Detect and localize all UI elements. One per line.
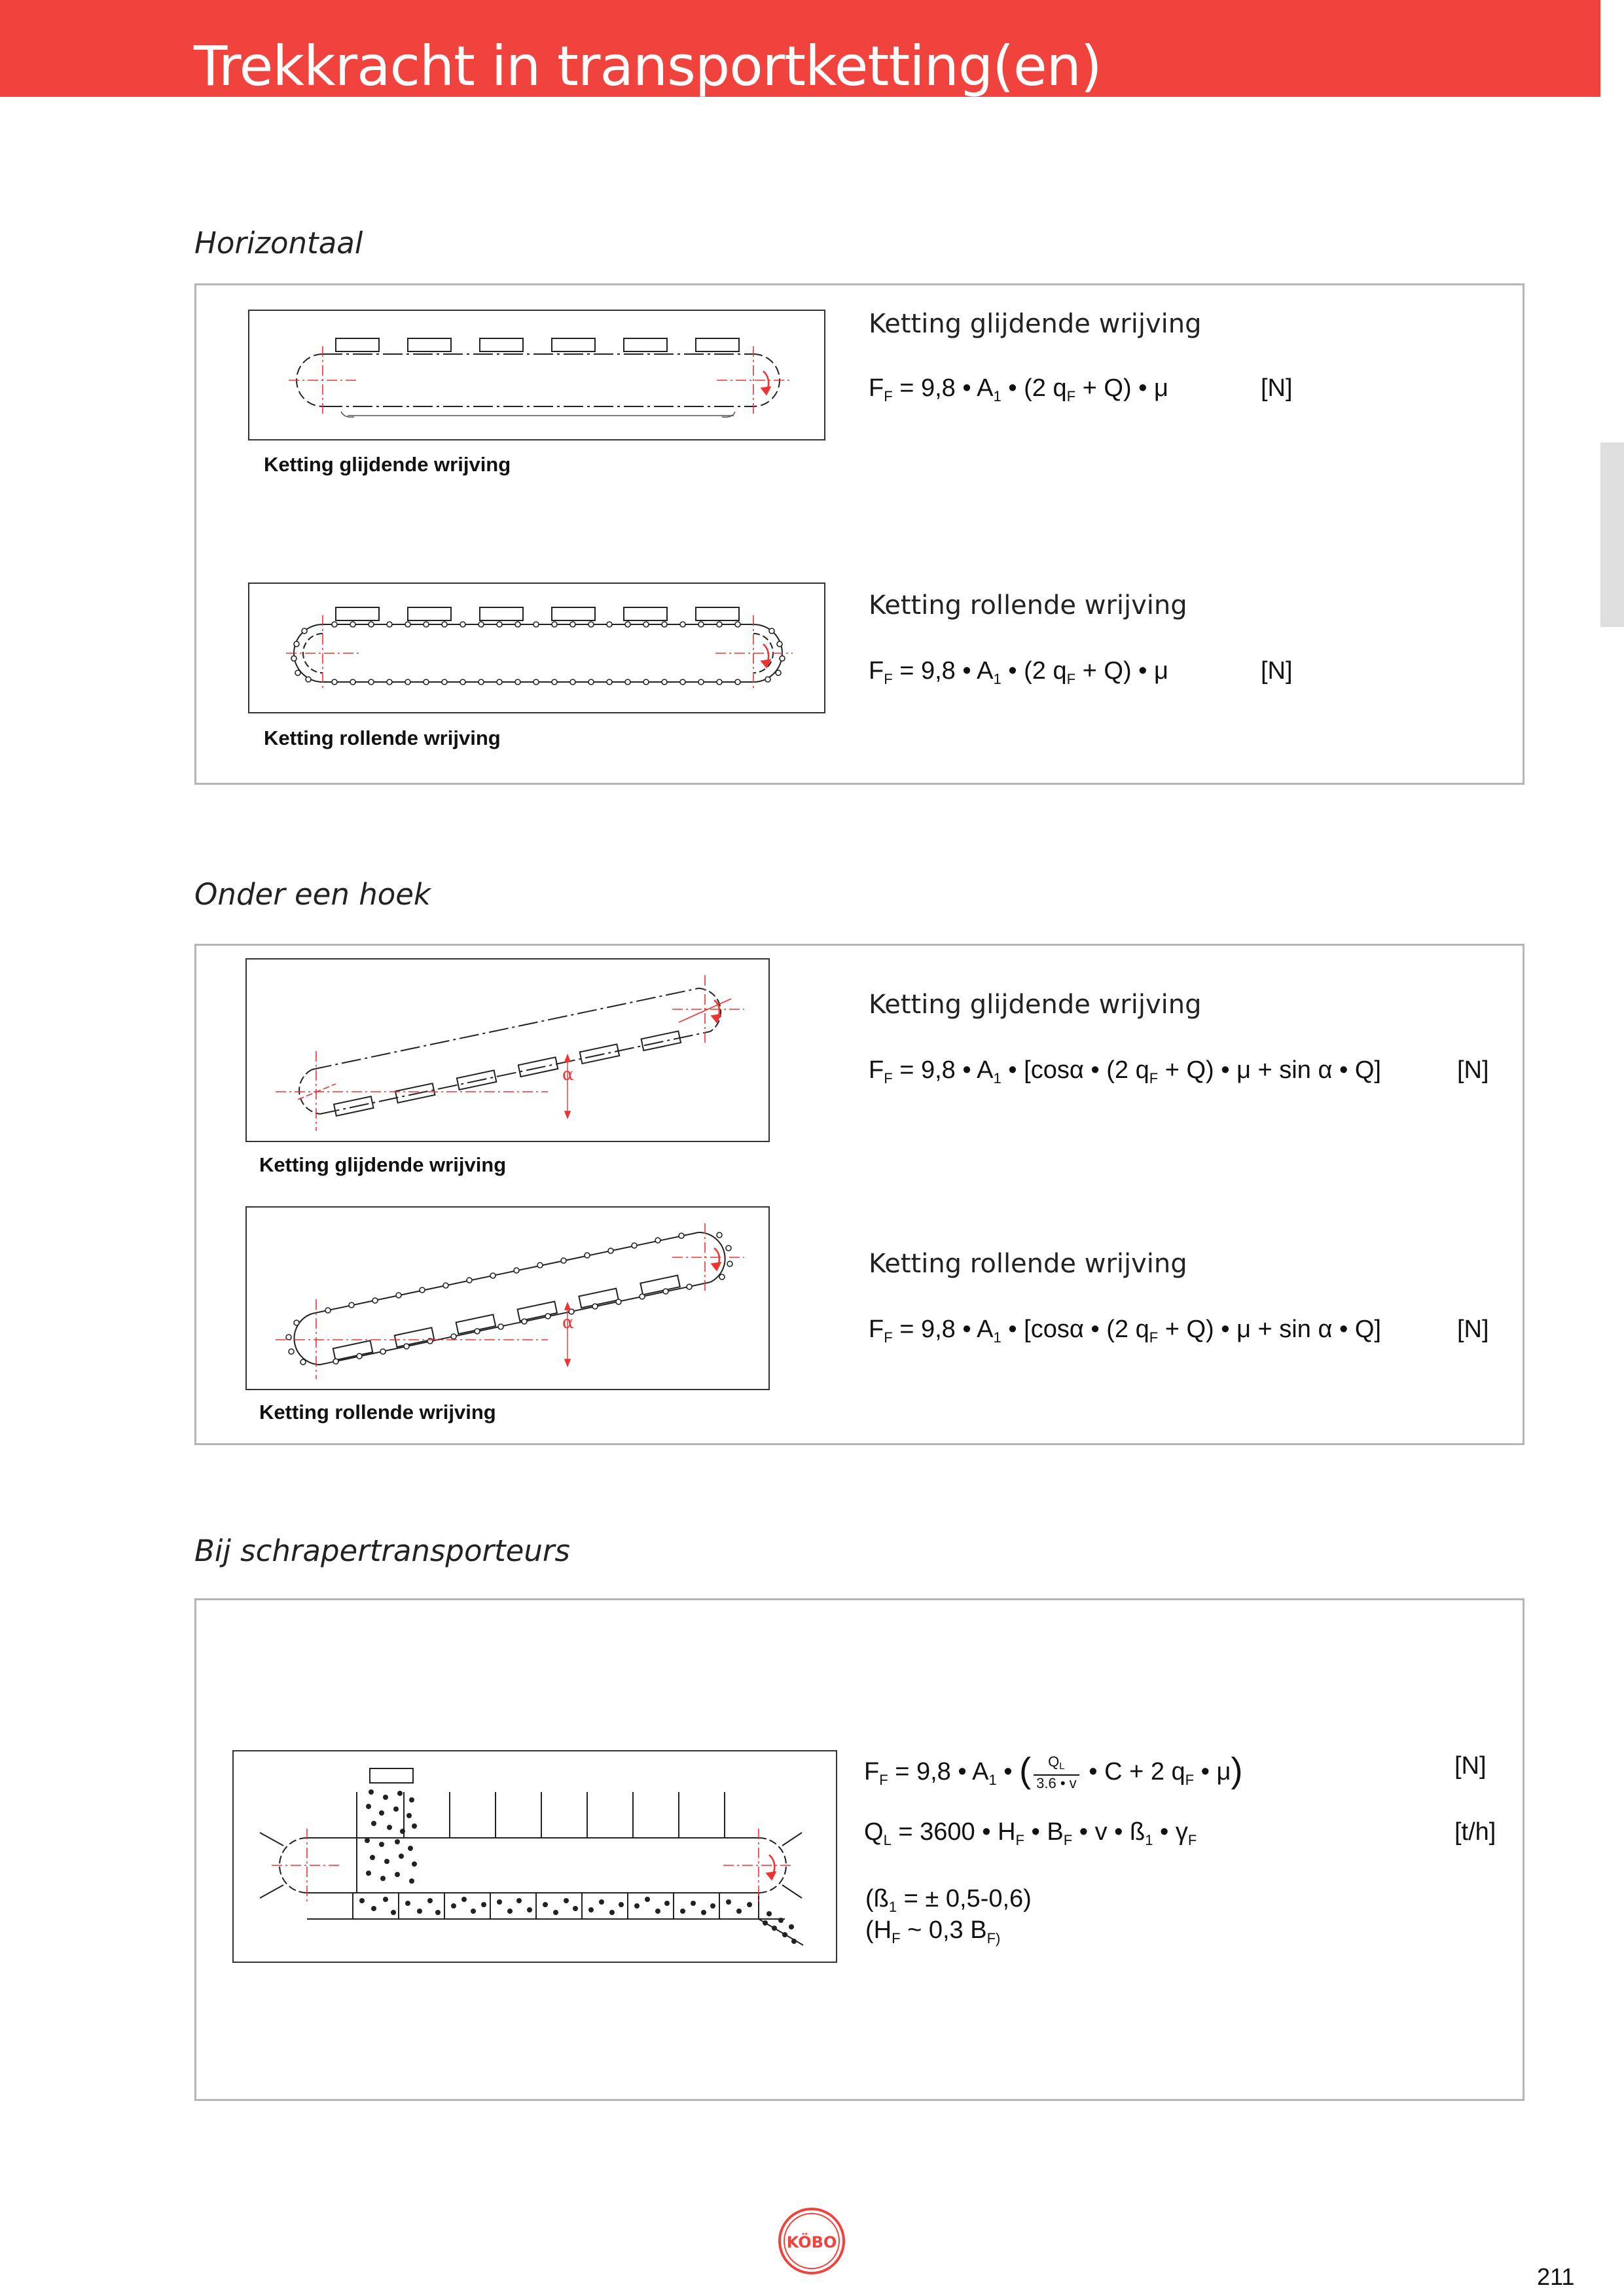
section-title-scraper: Bij schrapertransporteurs xyxy=(194,1534,570,1568)
caption-incline-sliding: Ketting glijdende wrijving xyxy=(259,1153,507,1176)
svg-text:KÖBO: KÖBO xyxy=(786,2233,837,2251)
unit-scraper-force: [N] xyxy=(1454,1752,1487,1780)
formula-horizontal-rolling: $F_F = 9,8$ • $A_1$ • (2 $q_F + Q$) • μ xyxy=(869,657,1168,687)
kobo-logo xyxy=(778,2207,846,2275)
caption-horizontal-sliding: Ketting glijdende wrijving xyxy=(264,453,511,476)
unit-scraper-capacity: [t/h] xyxy=(1454,1818,1496,1846)
formula-scraper-force: $F_F = 9,8$ • $A_1$ • ( $\frac{Q_L}{3.6 • v}$ • C + 2 $q_F$ • μ) xyxy=(864,1751,1243,1792)
diagram-horizontal-rolling xyxy=(248,583,825,713)
eq-title-horizontal-rolling: Ketting rollende wrijving xyxy=(869,590,1187,620)
formula-incline-sliding: $F_F = 9,8$ • $A_1$ • [cosα • (2 $q_F + Q$) • μ + sin α • Q] xyxy=(869,1056,1381,1086)
page-title: Trekkracht in transportketting(en) xyxy=(194,34,1102,98)
angle-label: α xyxy=(562,1065,574,1085)
diagram-incline-rolling xyxy=(245,1206,770,1390)
formula-horizontal-sliding: $F_F = 9,8$ • $A_1$ • (2 $q_F + Q$) • μ xyxy=(869,374,1168,404)
section-title-horizontal: Horizontaal xyxy=(194,226,363,260)
formula-incline-rolling: $F_F = 9,8$ • $A_1$ • [cosα • (2 $q_F + Q$) • μ + sin α • Q] xyxy=(869,1316,1381,1346)
unit-horizontal-rolling: [N] xyxy=(1261,657,1293,685)
diagram-incline-sliding xyxy=(245,958,770,1142)
angle-label: α xyxy=(562,1313,574,1333)
formula-scraper-capacity: $Q_L = 3600$ • $H_F$ • $B_F$ • v • $ß_1$ • $\gamma_F$ xyxy=(864,1818,1197,1848)
section-title-incline: Onder een hoek xyxy=(194,877,431,912)
diagram-horizontal-sliding xyxy=(248,310,825,440)
caption-horizontal-rolling: Ketting rollende wrijving xyxy=(264,726,501,749)
page-number: 211 xyxy=(1537,2263,1575,2290)
note-height: ($H_F$ ~ 0,3 $B_{F)}$ xyxy=(865,1916,1001,1946)
unit-horizontal-sliding: [N] xyxy=(1261,374,1293,402)
note-beta: ($ß_1$ = ± 0,5-0,6) xyxy=(865,1885,1032,1915)
unit-incline-rolling: [N] xyxy=(1457,1316,1489,1343)
unit-incline-sliding: [N] xyxy=(1457,1056,1489,1084)
caption-incline-rolling: Ketting rollende wrijving xyxy=(259,1401,496,1424)
eq-title-horizontal-sliding: Ketting glijdende wrijving xyxy=(869,309,1202,339)
side-tab xyxy=(1600,442,1624,627)
diagram-scraper-conveyor xyxy=(232,1750,837,1963)
eq-title-incline-rolling: Ketting rollende wrijving xyxy=(869,1249,1187,1279)
eq-title-incline-sliding: Ketting glijdende wrijving xyxy=(869,990,1202,1020)
